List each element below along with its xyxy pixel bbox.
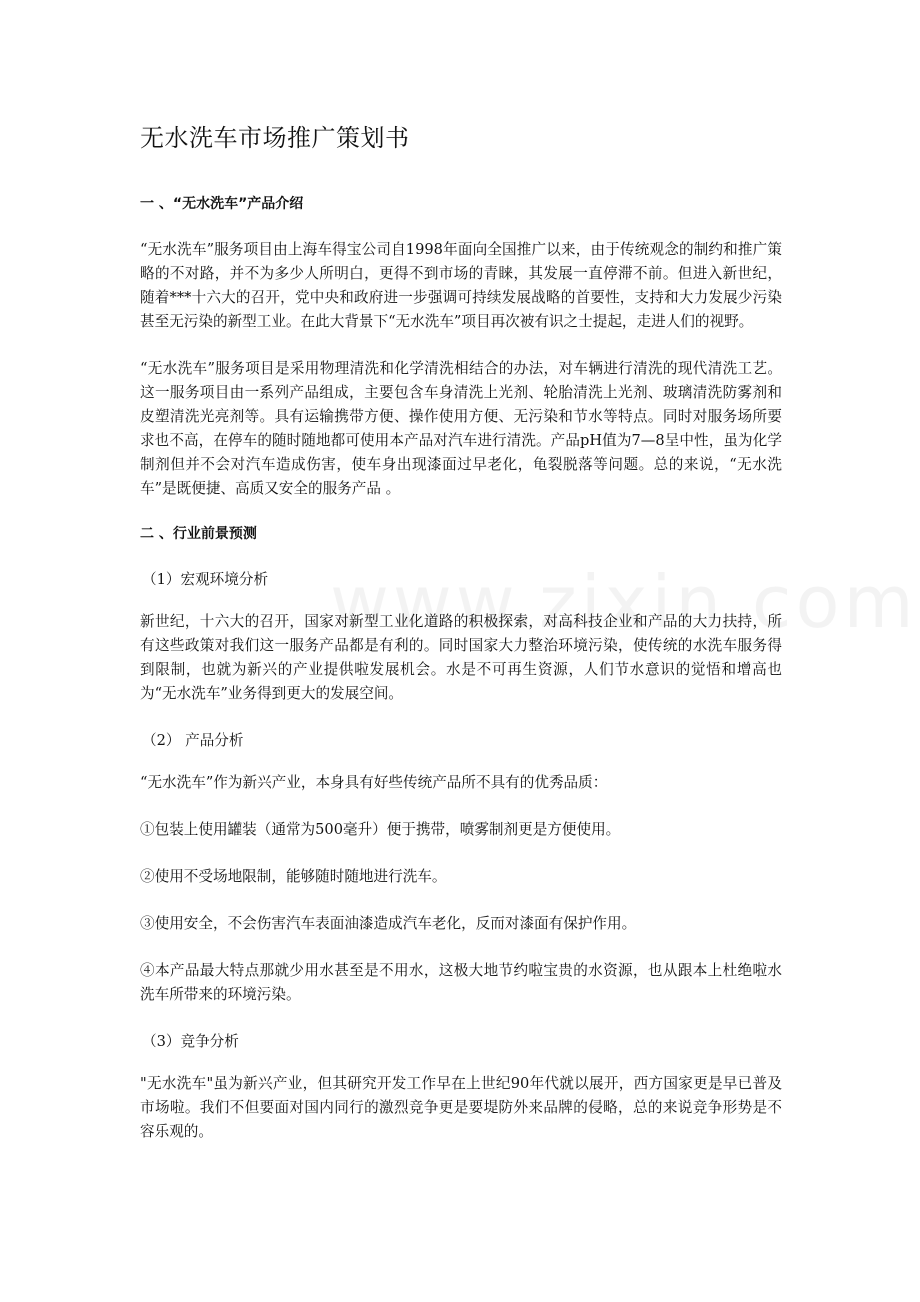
list-item: ③使用安全，不会伤害汽车表面油漆造成汽车老化，反而对漆面有保护作用。 bbox=[140, 915, 637, 932]
document-page bbox=[140, 118, 782, 1167]
section-heading-product-intro: 一 、“无水洗车”产品介绍 bbox=[140, 196, 304, 212]
paragraph: “无水洗车”服务项目是采用物理清洗和化学清洗相结合的办法，对车辆进行清洗的现代清洗工艺。这一服务项目由一系列产品组成，主要包含车身清洗上光剂、轮胎清洗上光剂、玻璃清洗防雾剂和皮塑清洗光亮剂等。具有运输携带方便、操作使用方便、无污染和节水等特点。同时对服务场所要求也不高，在停车的随时随地都可使用本产品对汽车进行清洗。产品pH值为7—8呈中性，虽为化学制剂但并不会对汽车造成伤害，使车身出现漆面过早老化，龟裂脱落等问题。总的来说，“无水洗车”是既便捷、高质又安全的服务产品 。 bbox=[140, 360, 782, 497]
paragraph: “无水洗车”服务项目由上海车得宝公司自1998年面向全国推广以来，由于传统观念的制约和推广策略的不对路，并不为多少人所明白，更得不到市场的青睐，其发展一直停滞不前。但进入新世纪，随着***十六大的召开，党中央和政府进一步强调可持续发展战略的首要性，支持和大力发展少污染甚至无污染的新型工业。在此大背景下“无水洗车”项目再次被有识之士提起，走进人们的视野。 bbox=[140, 241, 782, 330]
paragraph: “无水洗车”作为新兴产业，本身具有好些传统产品所不具有的优秀品质： bbox=[140, 774, 608, 791]
section-heading-industry-outlook: 二 、行业前景预测 bbox=[140, 526, 257, 542]
subheading-competition-analysis: （3）竞争分析 bbox=[142, 1033, 239, 1050]
subheading-product-analysis: （2） 产品分析 bbox=[142, 732, 244, 749]
list-item: ①包装上使用罐装（通常为500毫升）便于携带，喷雾制剂更是方便使用。 bbox=[140, 821, 621, 838]
subheading-macro-environment: （1）宏观环境分析 bbox=[142, 571, 269, 588]
paragraph: 新世纪，十六大的召开，国家对新型工业化道路的积极探索，对高科技企业和产品的大力扶持，所有这些政策对我们这一服务产品都是有利的。同时国家大力整治环境污染，使传统的水洗车服务得到限制，也就为新兴的产业提供啦发展机会。水是不可再生资源，人们节水意识的觉悟和增高也为“无水洗车”业务得到更大的发展空间。 bbox=[140, 613, 782, 702]
document-title: 无水洗车市场推广策划书 bbox=[140, 124, 410, 152]
list-item: ④本产品最大特点那就少用水甚至是不用水，这极大地节约啦宝贵的水资源，也从跟本上杜绝啦水洗车所带来的环境污染。 bbox=[140, 962, 782, 1003]
list-item: ②使用不受场地限制，能够随时随地进行洗车。 bbox=[140, 868, 447, 885]
paragraph: "无水洗车"虽为新兴产业，但其研究开发工作早在上世纪90年代就以展开，西方国家更是早已普及市场啦。我们不但要面对国内同行的激烈竞争更是要堤防外来品牌的侵略，总的来说竞争形势是不容乐观的。 bbox=[140, 1075, 782, 1140]
